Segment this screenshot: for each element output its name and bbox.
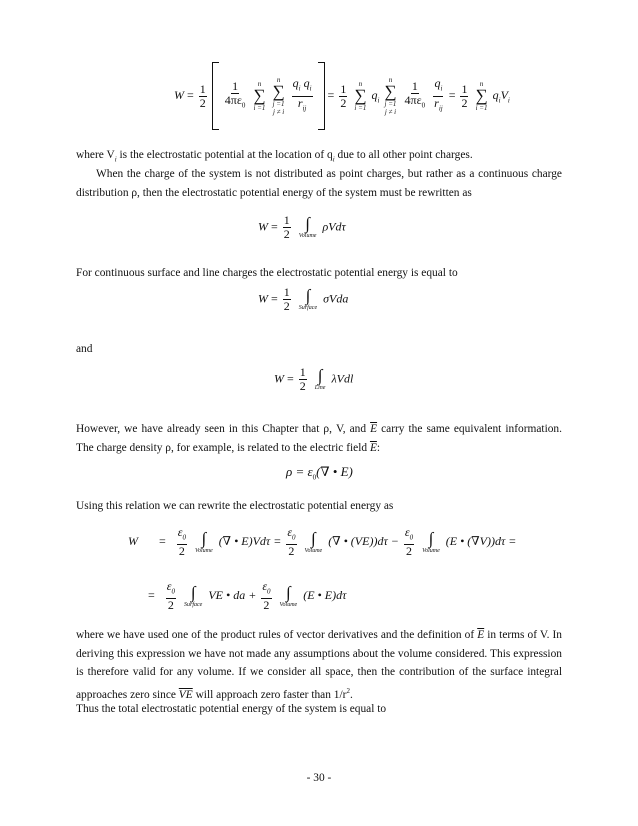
equation-charge-density: $\rho = \varepsilon_0(\nabla$ • E) — [286, 464, 353, 482]
right-bracket — [318, 62, 325, 130]
paragraph-and: and — [76, 343, 93, 355]
paragraph-equivalent-information: However, we have already seen in this Chapter that ρ, V, and $\overline{E}$ carry the same equivalent information. The charge density ρ, for example, is related to the electric field $\overline{E}$: — [76, 423, 562, 454]
equation-energy-expansion-1: W = $\frac{\varepsilon_0}{2}$ ∫ Volume (∇ • E)Vdτ = $\frac{\varepsilon_0}{2}$ ∫ Volume (∇ • (VE))dτ − $\frac{\varepsilon_0}{2}$ ∫ Volume (E • (∇V))dτ = — [128, 525, 517, 559]
equation-energy-expansion-2: = $\frac{\varepsilon_0}{2}$ ∫ Surface VE • da + $\frac{\varepsilon_0}{2}$ ∫ Volume (E • E)dτ — [148, 579, 347, 613]
paragraph-continuous-distribution: When the charge of the system is not distributed as point charges, but rather as a continuous charge distribution ρ, then the electrostatic potential energy of the system must be rewritten as — [76, 168, 562, 199]
paragraph-product-rule: where we have used one of the product rules of vector derivatives and the definition of $\overline{E}$ in terms of V. In deriving this expression we have not made any assumptions about the volume considered. This expression is therefore valid for any volume. If we consider all space, then the contribution of the surface integral approaches zero since $\overline{VE}$ will approach zero faster than $1/r^2$. — [76, 629, 562, 701]
equation-line-energy: W = $\frac{1}{2}$ ∫ Line λVdl — [274, 365, 354, 393]
left-bracket — [212, 62, 219, 130]
paragraph-surface-line: For continuous surface and line charges the electrostatic potential energy is equal to — [76, 267, 458, 279]
equation-volume-energy: W = $\frac{1}{2}$ ∫ Volume ρVdτ — [258, 213, 346, 241]
equation-1: W = $\frac{1}{2}$ $\frac{1}{4\pi\varepsilon_0}$ n ∑ i =1 n ∑ j =1 j ≠ i $\frac{q_i q_i}{r_{ij}}$ = $\frac{1}{2}$ n ∑ i =1 $q_i$ n ∑ j =1 j ≠ i $\frac{1}{4\pi\varepsilon_0}$ $\frac{q_i}{r_{ij}}$ = $\frac{1}{2}$ n ∑ i =1 $q_iV_i$ — [174, 62, 510, 130]
page-number: - 30 - — [306, 772, 332, 784]
paragraph-total-energy: Thus the total electrostatic potential energy of the system is equal to — [76, 703, 387, 715]
equation-surface-energy: W = $\frac{1}{2}$ ∫ Surface σVda — [258, 285, 349, 313]
paragraph-potential-definition: where $V_i$ is the electrostatic potential at the location of $q_i$ due to all other point charges. — [76, 149, 473, 164]
eq1-W: W — [174, 87, 184, 102]
paragraph-rewrite: Using this relation we can rewrite the electrostatic potential energy as — [76, 500, 394, 512]
